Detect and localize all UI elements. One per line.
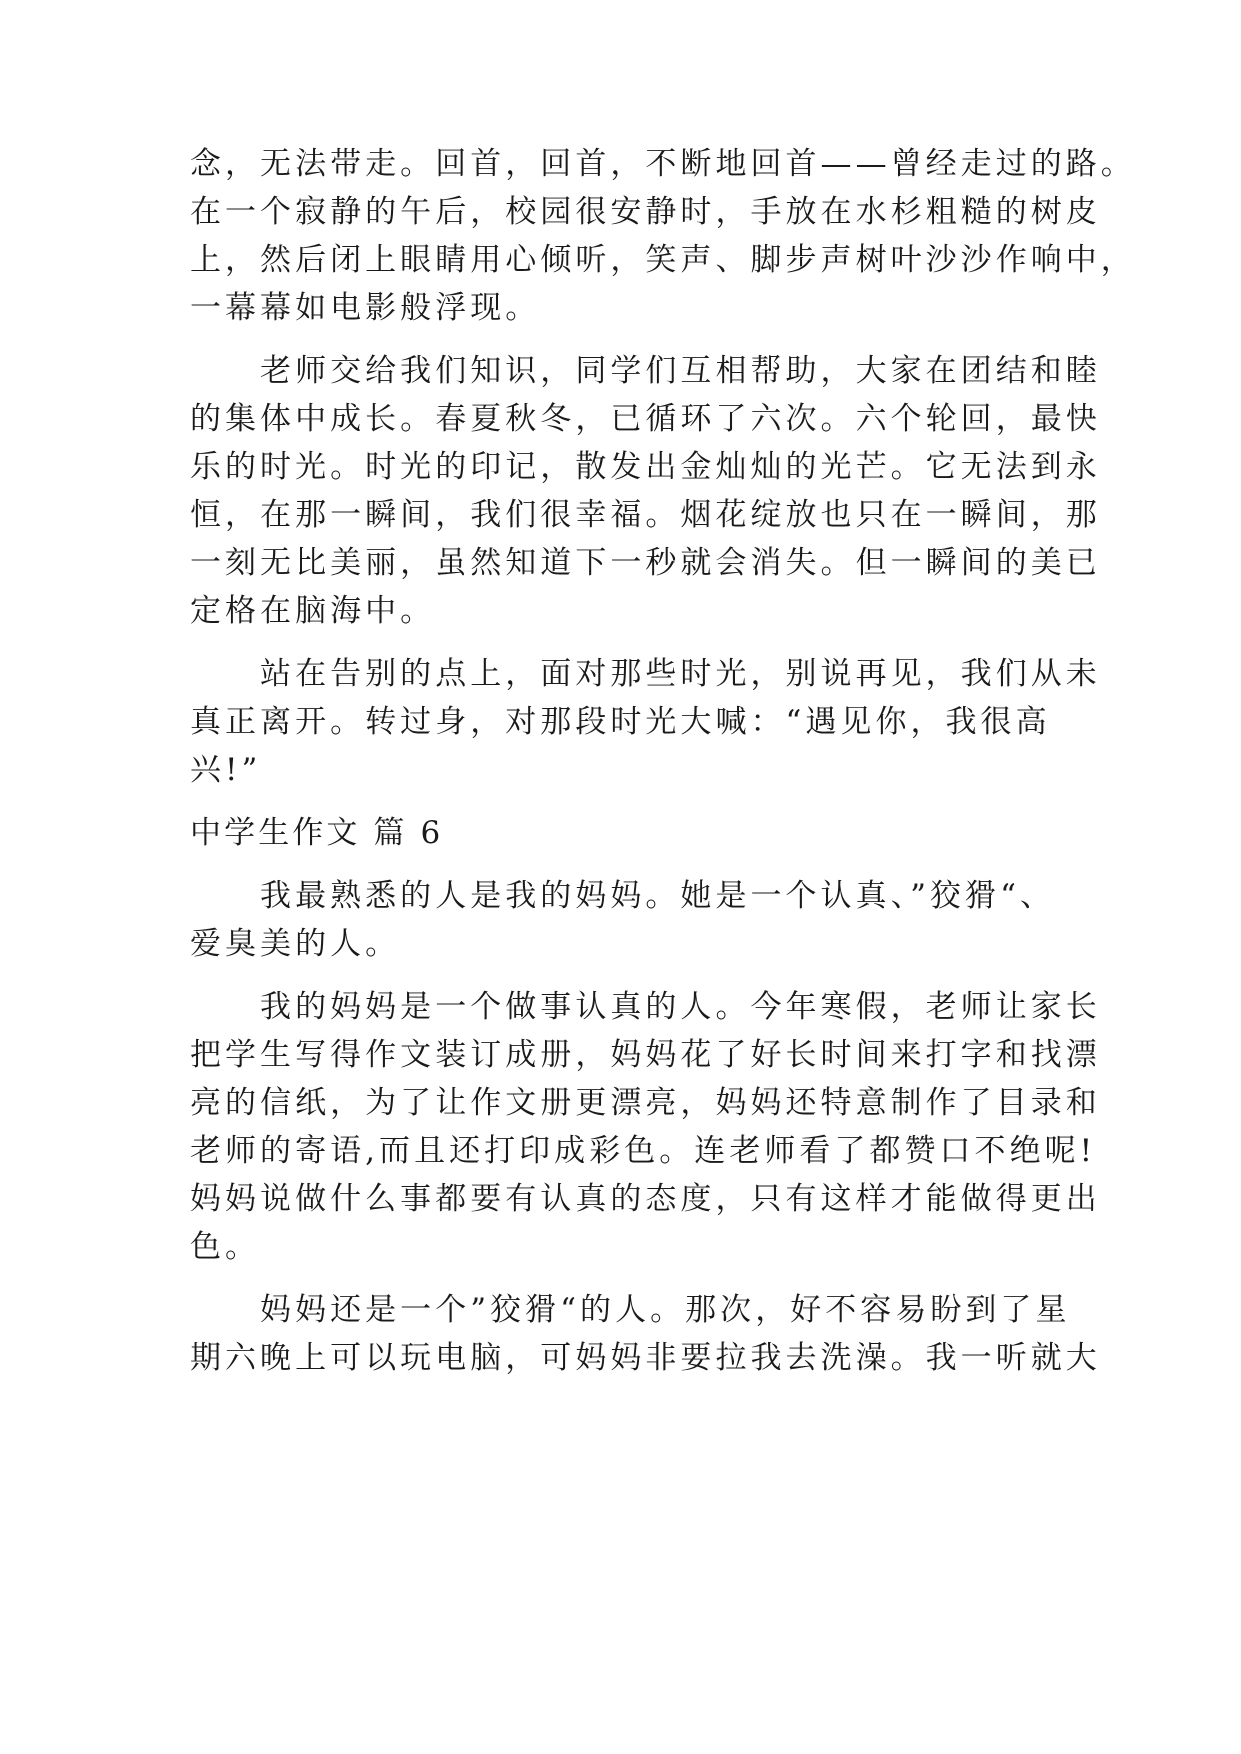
paragraph — [190, 872, 1055, 968]
text-line: 乐的时光。时光的印记，散发出金灿灿的光芒。它无法到永 — [190, 449, 1101, 485]
text-line: 真正离开。转过身，对那段时光大喊：“遇见你，我很高 — [190, 704, 1051, 740]
text-line: 兴!” — [190, 752, 262, 788]
text-line: 亮的信纸，为了让作文册更漂亮，妈妈还特意制作了目录和 — [190, 1085, 1101, 1121]
paragraph — [190, 1286, 1101, 1382]
text-line: 爱臭美的人。 — [190, 926, 401, 962]
text-line: 妈妈说做什么事都要有认真的态度，只有这样才能做得更出 — [190, 1181, 1101, 1217]
text-line: 站在告别的点上，面对那些时光，别说再见，我们从未 — [190, 656, 1101, 692]
paragraph — [190, 650, 1101, 794]
document-page — [190, 140, 1136, 1382]
text-line: 恒，在那一瞬间，我们很幸福。烟花绽放也只在一瞬间，那 — [190, 497, 1101, 533]
text-line: 色。 — [190, 1229, 261, 1265]
text-line: 把学生写得作文装订成册，妈妈花了好长时间来打字和找漂 — [190, 1037, 1101, 1073]
text-line: 妈妈还是一个”狡猾“的人。那次，好不容易盼到了星 — [190, 1292, 1071, 1328]
paragraph — [190, 983, 1101, 1271]
text-line: 一刻无比美丽，虽然知道下一秒就会消失。但一瞬间的美已 — [190, 545, 1101, 581]
text-line: 老师的寄语,而且还打印成彩色。连老师看了都赞口不绝呢! — [190, 1133, 1097, 1169]
text-line: 的集体中成长。春夏秋冬，已循环了六次。六个轮回，最快 — [190, 401, 1101, 437]
text-line: 定格在脑海中。 — [190, 593, 436, 629]
text-line: 上，然后闭上眼睛用心倾听，笑声、脚步声树叶沙沙作响中， — [190, 242, 1136, 278]
text-line: 老师交给我们知识，同学们互相帮助，大家在团结和睦 — [190, 353, 1101, 389]
paragraph — [190, 140, 1136, 332]
text-line: 期六晚上可以玩电脑，可妈妈非要拉我去洗澡。我一听就大 — [190, 1340, 1101, 1376]
text-line: 在一个寂静的午后，校园很安静时，手放在水杉粗糙的树皮 — [190, 194, 1101, 230]
text-line: 念，无法带走。回首，回首，不断地回首——曾经走过的路。 — [190, 146, 1136, 182]
text-line: 一幕幕如电影般浮现。 — [190, 290, 541, 326]
paragraph — [190, 347, 1101, 635]
section-heading: 中学生作文 篇 6 — [190, 815, 444, 851]
text-line: 我最熟悉的人是我的妈妈。她是一个认真、”狡猾“、 — [190, 878, 1055, 914]
text-line: 我的妈妈是一个做事认真的人。今年寒假，老师让家长 — [190, 989, 1101, 1025]
